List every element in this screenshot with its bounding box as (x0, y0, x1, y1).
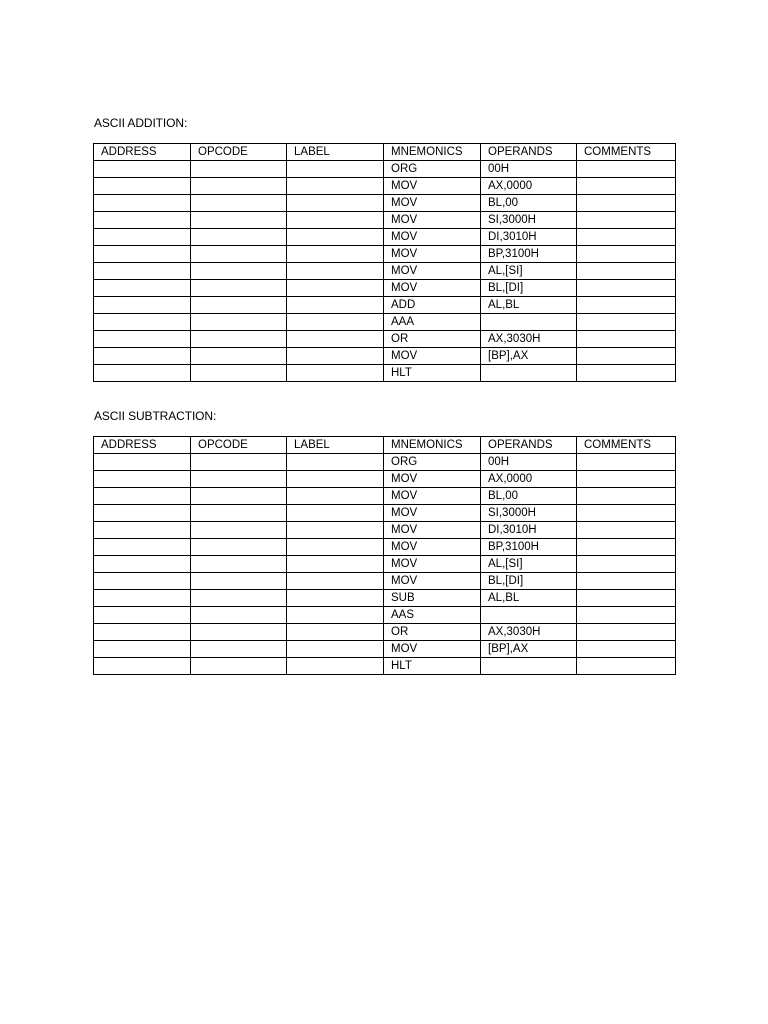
table-row (94, 195, 676, 212)
cell-opcode (191, 263, 287, 280)
cell-opcode (191, 195, 287, 212)
table-header-row (94, 437, 676, 454)
cell-label (287, 178, 384, 195)
table-row (94, 178, 676, 195)
cell-address (94, 488, 191, 505)
cell-mnemonics: MOV (384, 471, 481, 488)
program-table (93, 436, 676, 675)
cell-mnemonics: ORG (384, 454, 481, 471)
table-row (94, 280, 676, 297)
cell-operands (481, 365, 577, 382)
cell-opcode (191, 607, 287, 624)
cell-label (287, 556, 384, 573)
cell-opcode (191, 471, 287, 488)
cell-opcode (191, 556, 287, 573)
cell-operands: BL,00 (481, 195, 577, 212)
cell-comments (577, 280, 676, 297)
cell-label (287, 658, 384, 675)
cell-operands: SI,3000H (481, 212, 577, 229)
cell-mnemonics: MOV (384, 539, 481, 556)
column-header-address: ADDRESS (94, 144, 191, 161)
cell-operands (481, 658, 577, 675)
cell-opcode (191, 297, 287, 314)
cell-comments (577, 178, 676, 195)
column-header-comments: COMMENTS (577, 437, 676, 454)
cell-operands: BP,3100H (481, 246, 577, 263)
column-header-mnemonics: MNEMONICS (384, 437, 481, 454)
table-row (94, 229, 676, 246)
cell-address (94, 641, 191, 658)
table-row (94, 161, 676, 178)
cell-mnemonics: MOV (384, 280, 481, 297)
table-row (94, 246, 676, 263)
cell-comments (577, 573, 676, 590)
cell-operands (481, 314, 577, 331)
cell-operands: AL,BL (481, 590, 577, 607)
cell-address (94, 522, 191, 539)
cell-opcode (191, 641, 287, 658)
column-header-address: ADDRESS (94, 437, 191, 454)
cell-mnemonics: MOV (384, 556, 481, 573)
cell-operands: AX,3030H (481, 331, 577, 348)
cell-mnemonics: AAS (384, 607, 481, 624)
cell-label (287, 161, 384, 178)
cell-address (94, 331, 191, 348)
table-row (94, 314, 676, 331)
cell-comments (577, 590, 676, 607)
cell-operands: AX,0000 (481, 471, 577, 488)
cell-operands: DI,3010H (481, 522, 577, 539)
cell-opcode (191, 314, 287, 331)
table-row (94, 488, 676, 505)
cell-label (287, 539, 384, 556)
cell-mnemonics: AAA (384, 314, 481, 331)
cell-address (94, 297, 191, 314)
cell-label (287, 471, 384, 488)
table-row (94, 556, 676, 573)
cell-address (94, 573, 191, 590)
cell-opcode (191, 624, 287, 641)
cell-opcode (191, 573, 287, 590)
cell-opcode (191, 505, 287, 522)
cell-comments (577, 348, 676, 365)
table-row (94, 471, 676, 488)
table-row (94, 348, 676, 365)
cell-opcode (191, 229, 287, 246)
cell-address (94, 454, 191, 471)
cell-address (94, 280, 191, 297)
cell-label (287, 624, 384, 641)
cell-operands: BL,[DI] (481, 573, 577, 590)
cell-comments (577, 505, 676, 522)
cell-label (287, 488, 384, 505)
cell-mnemonics: MOV (384, 212, 481, 229)
table-row (94, 624, 676, 641)
table-row (94, 331, 676, 348)
cell-mnemonics: OR (384, 624, 481, 641)
cell-operands: AX,0000 (481, 178, 577, 195)
cell-comments (577, 556, 676, 573)
cell-mnemonics: MOV (384, 178, 481, 195)
cell-address (94, 314, 191, 331)
ascii-subtraction-section (93, 407, 675, 675)
cell-opcode (191, 658, 287, 675)
cell-comments (577, 488, 676, 505)
section-title: ASCII SUBTRACTION: (94, 409, 217, 423)
cell-comments (577, 246, 676, 263)
cell-comments (577, 229, 676, 246)
table-row (94, 590, 676, 607)
table-row (94, 539, 676, 556)
column-header-opcode: OPCODE (191, 144, 287, 161)
cell-operands (481, 607, 577, 624)
column-header-label: LABEL (287, 437, 384, 454)
cell-address (94, 161, 191, 178)
cell-comments (577, 365, 676, 382)
cell-mnemonics: MOV (384, 195, 481, 212)
table-row (94, 658, 676, 675)
cell-opcode (191, 365, 287, 382)
cell-comments (577, 607, 676, 624)
table-row (94, 263, 676, 280)
cell-comments (577, 331, 676, 348)
cell-mnemonics: HLT (384, 658, 481, 675)
cell-operands: BL,[DI] (481, 280, 577, 297)
ascii-addition-section (93, 114, 675, 382)
cell-comments (577, 263, 676, 280)
cell-opcode (191, 161, 287, 178)
table-row (94, 573, 676, 590)
cell-comments (577, 454, 676, 471)
cell-address (94, 195, 191, 212)
cell-opcode (191, 212, 287, 229)
cell-comments (577, 471, 676, 488)
cell-opcode (191, 454, 287, 471)
column-header-opcode: OPCODE (191, 437, 287, 454)
cell-label (287, 505, 384, 522)
cell-operands: BL,00 (481, 488, 577, 505)
cell-operands: [BP],AX (481, 348, 577, 365)
table-header-row (94, 144, 676, 161)
cell-comments (577, 314, 676, 331)
table-row (94, 297, 676, 314)
cell-label (287, 263, 384, 280)
cell-mnemonics: HLT (384, 365, 481, 382)
cell-mnemonics: OR (384, 331, 481, 348)
column-header-operands: OPERANDS (481, 144, 577, 161)
cell-comments (577, 522, 676, 539)
cell-operands: AL,BL (481, 297, 577, 314)
cell-label (287, 212, 384, 229)
cell-address (94, 263, 191, 280)
cell-label (287, 348, 384, 365)
cell-address (94, 365, 191, 382)
cell-mnemonics: ORG (384, 161, 481, 178)
cell-label (287, 365, 384, 382)
cell-address (94, 607, 191, 624)
cell-comments (577, 641, 676, 658)
cell-operands: AL,[SI] (481, 556, 577, 573)
cell-label (287, 314, 384, 331)
table-row (94, 641, 676, 658)
cell-mnemonics: ADD (384, 297, 481, 314)
cell-mnemonics: MOV (384, 488, 481, 505)
table-body (94, 144, 676, 382)
cell-label (287, 454, 384, 471)
cell-operands: AX,3030H (481, 624, 577, 641)
cell-mnemonics: MOV (384, 246, 481, 263)
cell-label (287, 641, 384, 658)
cell-label (287, 522, 384, 539)
cell-address (94, 229, 191, 246)
cell-address (94, 471, 191, 488)
cell-comments (577, 212, 676, 229)
cell-address (94, 246, 191, 263)
program-table (93, 143, 676, 382)
table-row (94, 607, 676, 624)
cell-operands: DI,3010H (481, 229, 577, 246)
cell-opcode (191, 246, 287, 263)
cell-label (287, 246, 384, 263)
cell-operands: AL,[SI] (481, 263, 577, 280)
cell-label (287, 590, 384, 607)
cell-address (94, 590, 191, 607)
cell-opcode (191, 488, 287, 505)
column-header-mnemonics: MNEMONICS (384, 144, 481, 161)
column-header-comments: COMMENTS (577, 144, 676, 161)
cell-mnemonics: MOV (384, 263, 481, 280)
cell-label (287, 195, 384, 212)
cell-address (94, 556, 191, 573)
cell-label (287, 607, 384, 624)
cell-address (94, 212, 191, 229)
cell-label (287, 573, 384, 590)
cell-comments (577, 624, 676, 641)
cell-opcode (191, 331, 287, 348)
cell-operands: 00H (481, 454, 577, 471)
cell-address (94, 178, 191, 195)
cell-label (287, 229, 384, 246)
cell-comments (577, 161, 676, 178)
section-title: ASCII ADDITION: (94, 116, 188, 130)
cell-mnemonics: MOV (384, 522, 481, 539)
cell-comments (577, 539, 676, 556)
cell-address (94, 539, 191, 556)
cell-mnemonics: MOV (384, 505, 481, 522)
cell-comments (577, 195, 676, 212)
cell-address (94, 505, 191, 522)
cell-operands: SI,3000H (481, 505, 577, 522)
cell-address (94, 348, 191, 365)
cell-label (287, 331, 384, 348)
cell-address (94, 658, 191, 675)
cell-mnemonics: MOV (384, 348, 481, 365)
cell-opcode (191, 539, 287, 556)
table-row (94, 505, 676, 522)
cell-operands: 00H (481, 161, 577, 178)
cell-comments (577, 658, 676, 675)
cell-mnemonics: MOV (384, 573, 481, 590)
cell-label (287, 280, 384, 297)
cell-opcode (191, 590, 287, 607)
table-row (94, 522, 676, 539)
cell-mnemonics: SUB (384, 590, 481, 607)
cell-operands: [BP],AX (481, 641, 577, 658)
cell-opcode (191, 178, 287, 195)
table-row (94, 454, 676, 471)
table-row (94, 365, 676, 382)
cell-mnemonics: MOV (384, 641, 481, 658)
table-row (94, 212, 676, 229)
cell-operands: BP,3100H (481, 539, 577, 556)
cell-address (94, 624, 191, 641)
column-header-label: LABEL (287, 144, 384, 161)
cell-opcode (191, 522, 287, 539)
table-body (94, 437, 676, 675)
column-header-operands: OPERANDS (481, 437, 577, 454)
cell-comments (577, 297, 676, 314)
cell-opcode (191, 348, 287, 365)
cell-opcode (191, 280, 287, 297)
cell-label (287, 297, 384, 314)
cell-mnemonics: MOV (384, 229, 481, 246)
